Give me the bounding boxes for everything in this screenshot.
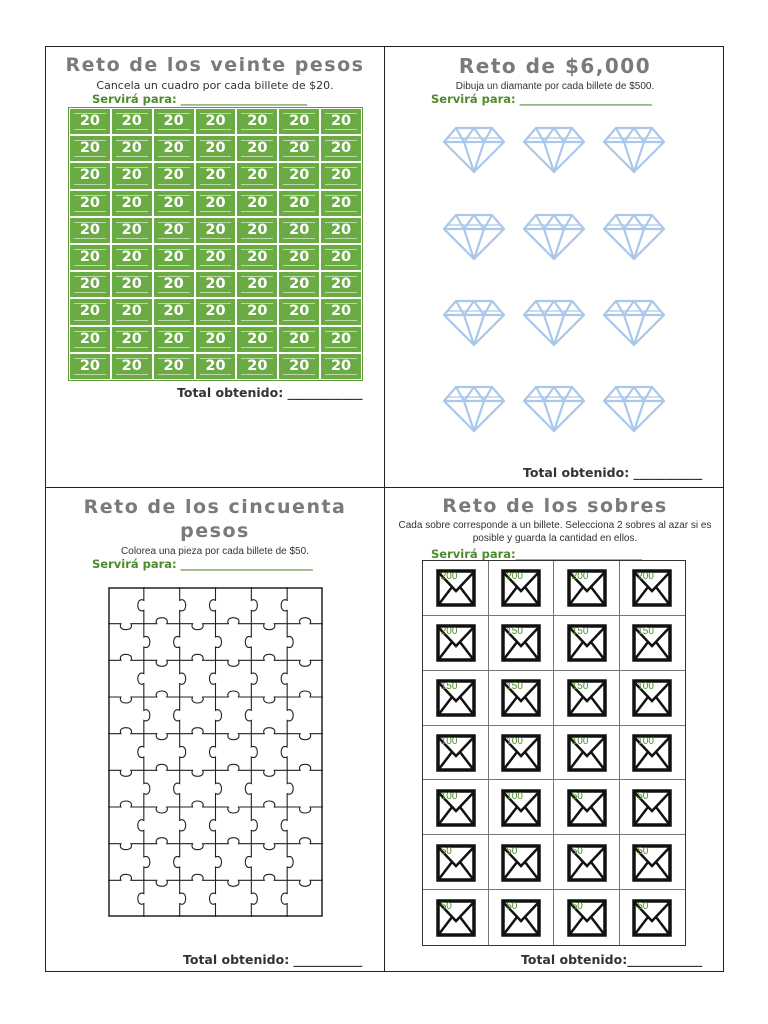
bill-square[interactable] xyxy=(279,218,319,243)
title-line: pesos xyxy=(180,520,250,542)
envelope-cell[interactable] xyxy=(620,561,686,616)
bill-square[interactable] xyxy=(321,299,361,324)
envelope-cell[interactable] xyxy=(554,835,620,890)
bill-square[interactable] xyxy=(154,327,194,352)
bill-value: 20 xyxy=(163,221,184,238)
bill-square[interactable] xyxy=(237,136,277,161)
envelope-cell[interactable] xyxy=(554,726,620,781)
bill-value: 20 xyxy=(330,113,352,129)
envelope-amount: 200 xyxy=(440,626,458,638)
bill-square[interactable] xyxy=(70,327,110,352)
title-line: Reto de los cincuenta xyxy=(83,496,347,518)
bill-value: 20 xyxy=(330,194,352,211)
diamond-icon xyxy=(602,125,666,175)
bill-value: 20 xyxy=(163,330,184,347)
bill-value: 20 xyxy=(289,167,310,184)
bill-square[interactable] xyxy=(196,272,236,297)
envelope-amount: 50 xyxy=(440,845,452,857)
envelope-cell[interactable] xyxy=(554,561,620,616)
bill-square[interactable] xyxy=(321,245,361,270)
bill-value: 20 xyxy=(247,303,268,320)
bill-square[interactable] xyxy=(154,299,194,324)
challenges-sheet xyxy=(45,46,724,972)
bill-value: 20 xyxy=(163,167,184,184)
diamond-icon xyxy=(522,298,586,348)
envelope-cell[interactable] xyxy=(620,890,686,945)
diamond-icon xyxy=(602,212,666,262)
bill-square[interactable] xyxy=(112,299,152,324)
bill-value: 20 xyxy=(247,249,268,265)
bill-value: 20 xyxy=(330,167,352,184)
envelope-cell[interactable] xyxy=(423,890,489,945)
bill-value: 20 xyxy=(205,221,226,238)
bill-square[interactable] xyxy=(112,136,152,161)
envelope-cell[interactable] xyxy=(554,780,620,835)
bill-value: 20 xyxy=(289,330,310,347)
envelope-cell[interactable] xyxy=(489,671,555,726)
bill-square[interactable] xyxy=(237,327,277,352)
envelope-amount: 150 xyxy=(571,626,589,638)
bill-value: 20 xyxy=(289,113,310,129)
challenge-title: Reto de los veinte pesos xyxy=(65,54,365,76)
envelope-cell[interactable] xyxy=(489,780,555,835)
bill-value: 20 xyxy=(247,357,268,374)
bill-square[interactable] xyxy=(279,136,319,161)
bill-square[interactable] xyxy=(154,245,194,270)
bill-square[interactable] xyxy=(321,327,361,352)
diamond-icon xyxy=(602,298,666,348)
bill-value: 20 xyxy=(121,330,142,347)
bill-square[interactable] xyxy=(196,136,236,161)
envelope-amount: 100 xyxy=(506,735,523,747)
envelope-cell[interactable] xyxy=(423,671,489,726)
bill-square[interactable] xyxy=(154,136,194,161)
bill-square[interactable] xyxy=(70,299,110,324)
twenty-pesos-challenge xyxy=(46,47,384,487)
bill-value: 20 xyxy=(79,249,101,265)
bill-square[interactable] xyxy=(321,218,361,243)
bill-value: 20 xyxy=(205,330,226,347)
fifty-pesos-challenge xyxy=(46,488,384,973)
bill-value: 20 xyxy=(121,249,142,265)
serves-for-field[interactable]: Servirá para:______________________ xyxy=(431,547,643,561)
diamond-icon xyxy=(522,125,586,175)
envelope-cell[interactable] xyxy=(423,616,489,671)
serves-for-field[interactable]: Servirá para: ______________________ xyxy=(92,92,308,106)
jigsaw-puzzle xyxy=(108,587,323,917)
total-field[interactable]: Total obtenido: ___________ xyxy=(183,952,363,967)
serves-for-field[interactable]: Servirá para: _______________________ xyxy=(431,92,652,106)
envelope-amount: 200 xyxy=(440,571,458,583)
bill-square[interactable] xyxy=(237,218,277,243)
bill-value: 20 xyxy=(247,167,268,184)
envelope-amount: 50 xyxy=(637,790,649,802)
bill-grid xyxy=(68,107,363,381)
bill-square[interactable] xyxy=(237,163,277,188)
bill-square[interactable] xyxy=(70,272,110,297)
bill-value: 20 xyxy=(330,140,352,157)
envelope-amount: 200 xyxy=(571,571,589,583)
bill-square[interactable] xyxy=(279,163,319,188)
envelope-cell[interactable] xyxy=(554,890,620,945)
bill-square[interactable] xyxy=(112,163,152,188)
envelope-cell[interactable] xyxy=(620,780,686,835)
bill-value: 20 xyxy=(247,194,268,211)
diamond-icon xyxy=(442,212,506,262)
bill-square[interactable] xyxy=(70,245,110,270)
bill-value: 20 xyxy=(79,140,101,157)
bill-value: 20 xyxy=(121,221,142,238)
challenge-title: Reto de $6,000 xyxy=(458,54,652,78)
bill-value: 20 xyxy=(163,249,184,265)
total-field[interactable]: Total obtenido: ___________ xyxy=(523,465,703,480)
bill-square[interactable] xyxy=(154,109,194,134)
bill-square[interactable] xyxy=(321,191,361,216)
bill-square[interactable] xyxy=(237,272,277,297)
diamond-icon xyxy=(442,125,506,175)
bill-value: 20 xyxy=(79,357,101,374)
bill-square[interactable] xyxy=(279,327,319,352)
bill-value: 20 xyxy=(121,113,142,129)
envelope-amount: 200 xyxy=(637,571,654,583)
envelope-grid xyxy=(422,560,686,946)
bill-value: 20 xyxy=(330,276,352,293)
bill-square[interactable] xyxy=(112,354,152,379)
bill-square[interactable] xyxy=(321,354,361,379)
envelope-amount: 100 xyxy=(571,735,589,747)
envelope-amount: 150 xyxy=(440,681,458,693)
bill-square[interactable] xyxy=(237,245,277,270)
bill-square[interactable] xyxy=(112,191,152,216)
bill-square[interactable] xyxy=(321,136,361,161)
bill-square[interactable] xyxy=(279,191,319,216)
challenge-instruction xyxy=(385,519,725,545)
envelope-amount: 100 xyxy=(440,735,458,747)
bill-value: 20 xyxy=(163,113,184,129)
envelope-cell[interactable] xyxy=(489,726,555,781)
envelope-amount: 50 xyxy=(506,845,518,857)
envelope-cell[interactable] xyxy=(423,561,489,616)
bill-value: 20 xyxy=(79,194,101,211)
envelope-amount: 100 xyxy=(637,681,654,693)
bill-value: 20 xyxy=(205,276,226,293)
bill-value: 20 xyxy=(247,221,268,238)
envelope-cell[interactable] xyxy=(489,835,555,890)
bill-square[interactable] xyxy=(279,272,319,297)
envelope-cell[interactable] xyxy=(423,780,489,835)
bill-square[interactable] xyxy=(279,354,319,379)
bill-value: 20 xyxy=(205,249,226,265)
bill-value: 20 xyxy=(330,357,352,374)
bill-square[interactable] xyxy=(196,354,236,379)
bill-value: 20 xyxy=(163,303,184,320)
bill-square[interactable] xyxy=(70,109,110,134)
bill-square[interactable] xyxy=(70,136,110,161)
bill-square[interactable] xyxy=(70,354,110,379)
bill-square[interactable] xyxy=(279,245,319,270)
bill-value: 20 xyxy=(247,276,268,293)
bill-value: 20 xyxy=(79,276,101,293)
bill-square[interactable] xyxy=(196,191,236,216)
envelope-cell[interactable] xyxy=(423,726,489,781)
envelope-cell[interactable] xyxy=(489,616,555,671)
envelope-amount: 50 xyxy=(440,900,452,912)
envelope-cell[interactable] xyxy=(423,835,489,890)
envelopes-challenge xyxy=(385,488,725,973)
bill-square[interactable] xyxy=(321,109,361,134)
envelope-cell[interactable] xyxy=(620,726,686,781)
bill-square[interactable] xyxy=(237,109,277,134)
bill-square[interactable] xyxy=(196,109,236,134)
envelope-amount: 100 xyxy=(440,790,458,802)
envelope-amount: 200 xyxy=(506,571,523,583)
envelope-cell[interactable] xyxy=(620,835,686,890)
bill-value: 20 xyxy=(121,140,142,157)
diamond-icon xyxy=(522,212,586,262)
bill-square[interactable] xyxy=(196,218,236,243)
instruction-line: Cada sobre corresponde a un billete. Selecciona 2 sobres al azar si es xyxy=(398,520,712,531)
bill-square[interactable] xyxy=(279,299,319,324)
bill-value: 20 xyxy=(121,357,142,374)
envelope-cell[interactable] xyxy=(554,616,620,671)
bill-value: 20 xyxy=(289,276,310,293)
bill-square[interactable] xyxy=(70,191,110,216)
bill-square[interactable] xyxy=(279,109,319,134)
bill-square[interactable] xyxy=(196,245,236,270)
bill-value: 20 xyxy=(205,194,226,211)
bill-square[interactable] xyxy=(237,299,277,324)
total-field[interactable]: Total obtenido:____________ xyxy=(521,952,703,967)
bill-square[interactable] xyxy=(196,299,236,324)
bill-value: 20 xyxy=(121,167,142,184)
bill-value: 20 xyxy=(247,140,268,157)
diamond-icon xyxy=(442,298,506,348)
envelope-amount: 150 xyxy=(571,681,589,693)
bill-value: 20 xyxy=(289,357,310,374)
bill-value: 20 xyxy=(330,303,352,320)
envelope-amount: 100 xyxy=(506,790,523,802)
bill-value: 20 xyxy=(79,303,101,320)
bill-square[interactable] xyxy=(112,327,152,352)
challenge-title: Reto de los sobres xyxy=(442,495,668,517)
envelope-amount: 50 xyxy=(571,790,583,802)
bill-square[interactable] xyxy=(237,354,277,379)
challenge-title xyxy=(46,495,384,543)
bill-value: 20 xyxy=(330,330,352,347)
bill-square[interactable] xyxy=(196,327,236,352)
six-thousand-challenge xyxy=(385,47,725,487)
bill-square[interactable] xyxy=(154,218,194,243)
challenge-instruction: Dibuja un diamante por cada billete de $500. xyxy=(455,81,655,92)
challenge-instruction: Colorea una pieza por cada billete de $50. xyxy=(121,546,309,557)
serves-for-field[interactable]: Servirá para: _______________________ xyxy=(92,557,313,571)
bill-value: 20 xyxy=(289,303,310,320)
bill-square[interactable] xyxy=(112,245,152,270)
bill-value: 20 xyxy=(289,140,310,157)
bill-square[interactable] xyxy=(237,191,277,216)
bill-square[interactable] xyxy=(70,163,110,188)
bill-value: 20 xyxy=(247,113,268,129)
bill-square[interactable] xyxy=(112,272,152,297)
challenge-instruction: Cancela un cuadro por cada billete de $20. xyxy=(96,79,334,92)
envelope-cell[interactable] xyxy=(489,561,555,616)
bill-square[interactable] xyxy=(112,109,152,134)
bill-value: 20 xyxy=(79,330,101,347)
envelope-cell[interactable] xyxy=(489,890,555,945)
diamond-icon xyxy=(602,384,666,434)
bill-square[interactable] xyxy=(154,272,194,297)
bill-value: 20 xyxy=(163,357,184,374)
bill-value: 20 xyxy=(121,303,142,320)
bill-square[interactable] xyxy=(321,163,361,188)
envelope-amount: 150 xyxy=(506,626,523,638)
bill-value: 20 xyxy=(79,221,101,238)
bill-square[interactable] xyxy=(154,354,194,379)
bill-square[interactable] xyxy=(196,163,236,188)
instruction-line: posible y guarda la cantidad en ellos. xyxy=(472,533,638,544)
envelope-amount: 50 xyxy=(637,845,649,857)
bill-value: 20 xyxy=(163,194,184,211)
envelope-cell[interactable] xyxy=(620,671,686,726)
bill-value: 20 xyxy=(79,113,101,129)
bill-value: 20 xyxy=(330,221,352,238)
envelope-amount: 50 xyxy=(637,900,649,912)
bill-square[interactable] xyxy=(321,272,361,297)
bill-square[interactable] xyxy=(154,191,194,216)
bill-value: 20 xyxy=(205,140,226,157)
envelope-amount: 150 xyxy=(506,681,523,693)
bill-value: 20 xyxy=(121,276,142,293)
bill-value: 20 xyxy=(163,140,184,157)
bill-value: 20 xyxy=(121,194,142,211)
bill-square[interactable] xyxy=(112,218,152,243)
bill-value: 20 xyxy=(205,303,226,320)
envelope-amount: 50 xyxy=(571,900,583,912)
bill-value: 20 xyxy=(79,167,101,184)
envelope-amount: 50 xyxy=(571,845,583,857)
bill-value: 20 xyxy=(163,276,184,293)
bill-value: 20 xyxy=(289,221,310,238)
bill-value: 20 xyxy=(205,167,226,184)
bill-value: 20 xyxy=(330,249,352,265)
total-field[interactable]: Total obtenido: ____________ xyxy=(177,385,363,400)
envelope-amount: 150 xyxy=(637,626,654,638)
diamond-icon xyxy=(522,384,586,434)
envelope-amount: 50 xyxy=(506,900,518,912)
bill-square[interactable] xyxy=(70,218,110,243)
envelope-amount: 100 xyxy=(637,735,654,747)
diamond-icon xyxy=(442,384,506,434)
bill-value: 20 xyxy=(289,249,310,265)
bill-square[interactable] xyxy=(154,163,194,188)
bill-value: 20 xyxy=(289,194,310,211)
envelope-cell[interactable] xyxy=(554,671,620,726)
bill-value: 20 xyxy=(205,113,226,129)
bill-value: 20 xyxy=(205,357,226,374)
envelope-cell[interactable] xyxy=(620,616,686,671)
bill-value: 20 xyxy=(247,330,268,347)
